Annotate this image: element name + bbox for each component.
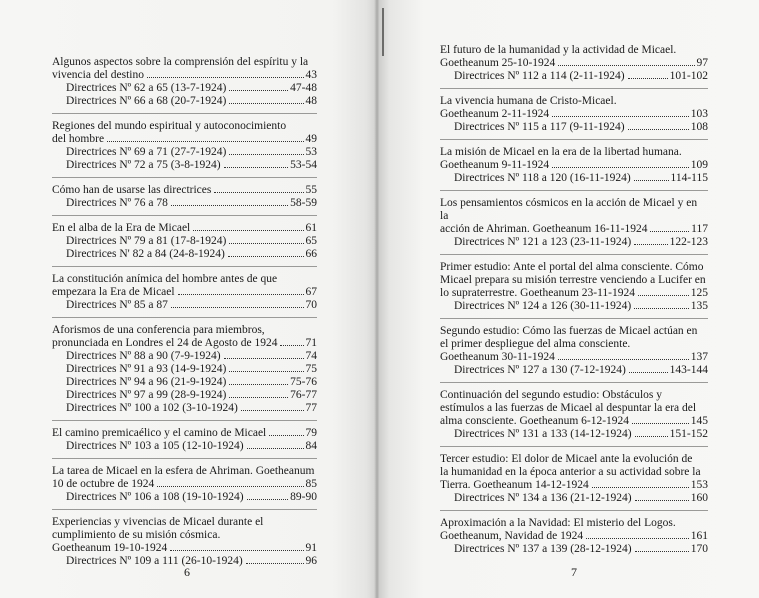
- entry-title-row: [52, 286, 317, 299]
- dot-leader: [228, 256, 304, 257]
- directive-text: Directrices Nº 79 a 81 (17-8-1924): [66, 235, 227, 247]
- dot-leader: [635, 551, 689, 552]
- directive-text: Directrices Nº 103 a 105 (12-10-1924): [66, 440, 244, 452]
- directive-text: Directrices N' 82 a 84 (24-8-1924): [66, 248, 225, 260]
- directive-row: [440, 364, 708, 377]
- dot-leader: [558, 359, 689, 360]
- entry-page-number: 43: [305, 69, 317, 81]
- directive-text: Directrices Nº 88 a 90 (7-9-1924): [66, 350, 221, 362]
- directive-page-number: 170: [690, 543, 708, 555]
- directive-row: [440, 70, 708, 83]
- directive-page-number: 75-76: [290, 376, 317, 388]
- directive-text: Directrices Nº 127 a 130 (7-12-1924): [454, 364, 626, 376]
- directive-text: Directrices Nº 91 a 93 (14-9-1924): [66, 363, 227, 375]
- dot-leader: [634, 244, 667, 245]
- entry-title-text: del hombre: [52, 133, 105, 145]
- directive-page-number: 108: [690, 121, 708, 133]
- entry-page-number: 103: [690, 108, 708, 120]
- entry-title-line: Continuación del segundo estudio: Obstáculos y: [440, 389, 662, 401]
- entry-title-row: [440, 159, 708, 172]
- directive-row: [52, 440, 317, 453]
- dot-leader: [635, 436, 668, 437]
- entry-title-text: Tierra. Goetheanum 14-12-1924: [440, 479, 589, 491]
- dot-leader: [635, 500, 689, 501]
- directive-row: [52, 235, 317, 248]
- dot-leader: [170, 550, 303, 551]
- toc-entry: [52, 427, 317, 459]
- dot-leader: [634, 308, 689, 309]
- directive-row: [440, 492, 708, 505]
- directive-text: Directrices Nº 115 a 117 (9-11-1924): [454, 121, 625, 133]
- toc-entry: [440, 261, 708, 319]
- entry-title-text: Cómo han de usarse las directrices: [52, 184, 212, 196]
- entry-page-number: 67: [305, 286, 317, 298]
- entry-page-number: 97: [696, 57, 708, 69]
- directive-row: [52, 82, 317, 95]
- entry-page-number: 61: [305, 222, 317, 234]
- directive-row: [52, 299, 317, 312]
- entry-title-row: [52, 478, 317, 491]
- entry-title-text: Goetheanum 9-11-1924: [440, 159, 550, 171]
- directive-text: Directrices Nº 118 a 120 (16-11-1924): [454, 172, 631, 184]
- dot-leader: [628, 129, 689, 130]
- entry-title-row: [440, 223, 708, 236]
- directive-row: [52, 197, 317, 210]
- directive-page-number: 47-48: [290, 82, 317, 94]
- directive-page-number: 151-152: [669, 428, 708, 440]
- dot-leader: [229, 397, 288, 398]
- entry-title-row: [52, 184, 317, 197]
- dot-leader: [558, 65, 694, 66]
- toc-entry: [52, 222, 317, 267]
- dot-leader: [246, 563, 304, 564]
- entry-title-line: Los pensamientos cósmicos en la acción de Micael y en la: [440, 197, 698, 222]
- directive-text: Directrices Nº 124 a 126 (30-11-1924): [454, 300, 632, 312]
- directive-page-number: 89-90: [290, 491, 317, 503]
- right-page-number: 7: [571, 565, 577, 579]
- dot-leader: [280, 345, 303, 346]
- dot-leader: [628, 78, 668, 79]
- dot-leader: [171, 205, 288, 206]
- toc-entry: [440, 197, 708, 255]
- directive-page-number: 48: [305, 95, 317, 107]
- entry-page-number: 85: [305, 478, 317, 490]
- toc-entry: [440, 517, 708, 561]
- directive-page-number: 160: [690, 492, 708, 504]
- entry-title-line: La tarea de Micael en la esfera de Ahriman. Goetheanum: [52, 465, 315, 477]
- entry-title-line: Regiones del mundo espiritual y autoconocimiento: [52, 120, 287, 132]
- directive-page-number: 74: [305, 350, 317, 362]
- directive-page-number: 77: [305, 402, 317, 414]
- dot-leader: [157, 486, 303, 487]
- toc-entry: [52, 465, 317, 510]
- dot-leader: [193, 230, 303, 231]
- entry-page-number: 55: [305, 184, 317, 196]
- dot-leader: [632, 423, 689, 424]
- directive-row: [52, 402, 317, 415]
- entry-title-row: [440, 415, 708, 428]
- entry-title-line: el primer despliegue del alma consciente.: [440, 338, 631, 350]
- directive-row: [440, 121, 708, 134]
- directive-page-number: 53: [305, 146, 317, 158]
- toc-entry: [52, 184, 317, 216]
- directive-row: [52, 376, 317, 389]
- directive-text: Directrices Nº 112 a 114 (2-11-1924): [454, 70, 625, 82]
- entry-title-line: Primer estudio: Ante el portal del alma consciente. Cómo: [440, 261, 704, 273]
- entry-page-number: 49: [305, 133, 317, 145]
- entry-title-row: [440, 287, 708, 300]
- entry-title-line: La constitución anímica del hombre antes de que: [52, 273, 278, 285]
- entry-title-text: pronunciada en Londres el 24 de Agosto de 1924: [52, 337, 278, 349]
- directive-text: Directrices Nº 76 a 78: [66, 197, 168, 209]
- dot-leader: [552, 167, 689, 168]
- dot-leader: [552, 116, 689, 117]
- directive-text: Directrices Nº 72 a 75 (3-8-1924): [66, 159, 221, 171]
- toc-entry: [52, 120, 317, 178]
- directive-page-number: 76-77: [290, 389, 317, 401]
- directive-text: Directrices Nº 69 a 71 (27-7-1924): [66, 146, 227, 158]
- directive-text: Directrices Nº 134 a 136 (21-12-1924): [454, 492, 632, 504]
- entry-title-row: [52, 69, 317, 82]
- entry-title-text: vivencia del destino: [52, 69, 144, 81]
- toc-entry: [440, 453, 708, 511]
- dot-leader: [224, 167, 289, 168]
- directive-page-number: 70: [305, 299, 317, 311]
- dot-leader: [229, 103, 303, 104]
- dot-leader: [107, 141, 303, 142]
- entry-title-row: [52, 542, 317, 555]
- spine-shadow-mark: [382, 8, 384, 56]
- entry-page-number: 145: [690, 415, 708, 427]
- entry-title-line: Tercer estudio: El dolor de Micael ante la evolución de: [440, 453, 693, 465]
- directive-page-number: 65: [305, 235, 317, 247]
- entry-title-text: Goetheanum, Navidad de 1924: [440, 530, 584, 542]
- directive-text: Directrices Nº 66 a 68 (20-7-1924): [66, 95, 227, 107]
- entry-page-number: 109: [690, 159, 708, 171]
- entry-title-line: Experiencias y vivencias de Micael durante el: [52, 516, 264, 528]
- entry-title-text: El camino premicaélico y el camino de Micael: [52, 427, 267, 439]
- directive-text: Directrices Nº 121 a 123 (23-11-1924): [454, 236, 632, 248]
- directive-page-number: 114-115: [670, 172, 708, 184]
- entry-page-number: 79: [305, 427, 317, 439]
- entry-title-row: [52, 133, 317, 146]
- dot-leader: [214, 192, 303, 193]
- entry-title-text: lo supraterrestre. Goetheanum 23-11-1924: [440, 287, 636, 299]
- entry-title-line: la humanidad en la época anterior a su actividad sobre la: [440, 466, 701, 478]
- directive-page-number: 101-102: [669, 70, 708, 82]
- directive-page-number: 84: [305, 440, 317, 452]
- entry-title-text: Goetheanum 25-10-1924: [440, 57, 556, 69]
- directive-page-number: 143-144: [669, 364, 708, 376]
- toc-entry: [440, 44, 708, 89]
- dot-leader: [638, 295, 689, 296]
- directive-page-number: 53-54: [290, 159, 317, 171]
- directive-row: [52, 159, 317, 172]
- entry-title-text: Goetheanum 2-11-1924: [440, 108, 550, 120]
- toc-entry: [52, 273, 317, 318]
- entry-title-row: [440, 108, 708, 121]
- entry-title-row: [440, 479, 708, 492]
- entry-title-text: acción de Ahriman. Goetheanum 16-11-1924: [440, 223, 648, 235]
- dot-leader: [229, 384, 288, 385]
- directive-row: [440, 300, 708, 313]
- entry-page-number: 137: [690, 351, 708, 363]
- left-table-of-contents: [52, 56, 317, 579]
- dot-leader: [586, 538, 689, 539]
- dot-leader: [224, 358, 304, 359]
- entry-page-number: 91: [305, 542, 317, 554]
- entry-title-text: Goetheanum 19-10-1924: [52, 542, 168, 554]
- entry-title-line: Algunos aspectos sobre la comprensión del espíritu y la: [52, 56, 309, 68]
- directive-text: Directrices Nº 137 a 139 (28-12-1924): [454, 543, 632, 555]
- toc-entry: [440, 146, 708, 191]
- directive-text: Directrices Nº 100 a 102 (3-10-1924): [66, 402, 238, 414]
- directive-page-number: 58-59: [290, 197, 317, 209]
- directive-text: Directrices Nº 94 a 96 (21-9-1924): [66, 376, 227, 388]
- dot-leader: [650, 231, 689, 232]
- entry-title-line: Segundo estudio: Cómo las fuerzas de Micael actúan en: [440, 325, 698, 337]
- directive-page-number: 135: [690, 300, 708, 312]
- directive-text: Directrices Nº 106 a 108 (19-10-1924): [66, 491, 244, 503]
- entry-title-line: Aproximación a la Navidad: El misterio del Logos.: [440, 517, 676, 529]
- entry-title-line: Micael prepara su misión terrestre venciendo a Lucifer en: [440, 274, 706, 286]
- toc-entry: [440, 389, 708, 447]
- directive-row: [52, 491, 317, 504]
- left-page-number: 6: [184, 565, 190, 579]
- dot-leader: [592, 487, 689, 488]
- directive-page-number: 66: [305, 248, 317, 260]
- dot-leader: [634, 180, 669, 181]
- directive-row: [440, 428, 708, 441]
- directive-text: Directrices Nº 97 a 99 (28-9-1924): [66, 389, 227, 401]
- entry-page-number: 117: [691, 223, 708, 235]
- entry-title-line: La vivencia humana de Cristo-Micael.: [440, 95, 617, 107]
- directive-text: Directrices Nº 131 a 133 (14-12-1924): [454, 428, 632, 440]
- entry-title-line: cumplimiento de su misión cósmica.: [52, 529, 221, 541]
- entry-title-line: La misión de Micael en la era de la libertad humana.: [440, 146, 682, 158]
- entry-title-row: [52, 222, 317, 235]
- directive-row: [52, 350, 317, 363]
- right-table-of-contents: [440, 44, 708, 567]
- entry-title-line: Aforismos de una conferencia para miembros,: [52, 324, 265, 336]
- entry-title-line: El futuro de la humanidad y la actividad de Micael.: [440, 44, 677, 56]
- entry-page-number: 161: [690, 530, 708, 542]
- dot-leader: [178, 294, 304, 295]
- directive-row: [52, 389, 317, 402]
- entry-title-line: estímulos a las fuerzas de Micael al despuntar la era del: [440, 402, 697, 414]
- dot-leader: [147, 77, 304, 78]
- directive-text: Directrices Nº 85 a 87: [66, 299, 168, 311]
- entry-title-text: alma consciente. Goetheanum 6-12-1924: [440, 415, 630, 427]
- directive-page-number: 75: [305, 363, 317, 375]
- entry-title-row: [440, 530, 708, 543]
- dot-leader: [629, 372, 668, 373]
- entry-title-row: [440, 351, 708, 364]
- toc-entry: [52, 324, 317, 421]
- dot-leader: [241, 410, 304, 411]
- entry-title-row: [52, 337, 317, 350]
- directive-row: [52, 248, 317, 261]
- directive-row: [440, 236, 708, 249]
- entry-title-row: [52, 427, 317, 440]
- directive-text: Directrices Nº 109 a 111 (26-10-1924): [66, 555, 243, 567]
- toc-entry: [440, 95, 708, 140]
- directive-text: Directrices Nº 62 a 65 (13-7-1924): [66, 82, 227, 94]
- dot-leader: [247, 499, 289, 500]
- dot-leader: [269, 435, 303, 436]
- dot-leader: [229, 154, 303, 155]
- entry-page-number: 71: [305, 337, 317, 349]
- dot-leader: [171, 307, 304, 308]
- book-spine: [374, 0, 380, 598]
- entry-page-number: 153: [690, 479, 708, 491]
- directive-row: [440, 172, 708, 185]
- dot-leader: [229, 243, 303, 244]
- toc-entry: [52, 56, 317, 114]
- directive-row: [52, 363, 317, 376]
- dot-leader: [229, 90, 288, 91]
- entry-title-text: En el alba de la Era de Micael: [52, 222, 191, 234]
- toc-entry: [440, 325, 708, 383]
- directive-page-number: 122-123: [669, 236, 708, 248]
- dot-leader: [229, 371, 303, 372]
- dot-leader: [247, 448, 304, 449]
- entry-page-number: 125: [690, 287, 708, 299]
- entry-title-text: 10 de octubre de 1924: [52, 478, 155, 490]
- entry-title-row: [440, 57, 708, 70]
- directive-page-number: 96: [305, 555, 317, 567]
- entry-title-text: empezara la Era de Micael: [52, 286, 175, 298]
- directive-row: [52, 95, 317, 108]
- directive-row: [52, 146, 317, 159]
- directive-row: [440, 543, 708, 556]
- entry-title-text: Goetheanum 30-11-1924: [440, 351, 555, 363]
